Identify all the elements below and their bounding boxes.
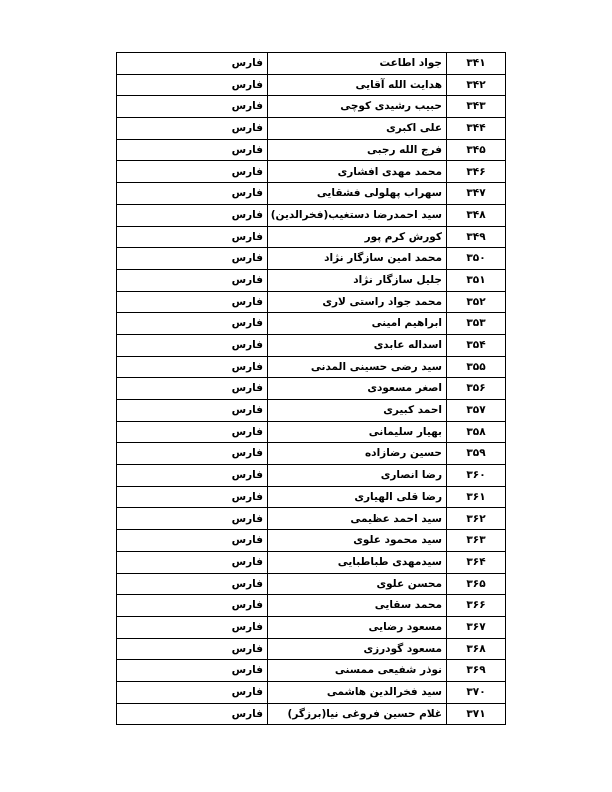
person-name: رضا انصاری xyxy=(268,465,447,487)
row-number: ۳۴۴ xyxy=(447,118,506,140)
row-number: ۳۶۰ xyxy=(447,465,506,487)
row-number: ۳۵۲ xyxy=(447,291,506,313)
province: فارس xyxy=(117,573,268,595)
table-row xyxy=(117,486,506,508)
row-number: ۳۴۲ xyxy=(447,74,506,96)
table-row xyxy=(117,183,506,205)
row-number: ۳۵۹ xyxy=(447,443,506,465)
row-number: ۳۶۶ xyxy=(447,595,506,617)
table-row xyxy=(117,118,506,140)
person-name: سید رضی حسینی المدنی xyxy=(268,356,447,378)
person-name: هدایت الله آقایی xyxy=(268,74,447,96)
person-name: کورش کرم پور xyxy=(268,226,447,248)
table-row xyxy=(117,53,506,75)
person-name: علی اکبری xyxy=(268,118,447,140)
province: فارس xyxy=(117,118,268,140)
row-number: ۳۴۵ xyxy=(447,139,506,161)
row-number: ۳۵۵ xyxy=(447,356,506,378)
row-number: ۳۶۲ xyxy=(447,508,506,530)
province: فارس xyxy=(117,226,268,248)
row-number: ۳۵۰ xyxy=(447,248,506,270)
person-name: سید محمود علوی xyxy=(268,530,447,552)
table-row xyxy=(117,356,506,378)
person-name: اسداله عابدی xyxy=(268,334,447,356)
person-name: رضا قلی الهیاری xyxy=(268,486,447,508)
table-row xyxy=(117,595,506,617)
row-number: ۳۶۱ xyxy=(447,486,506,508)
province: فارس xyxy=(117,681,268,703)
row-number: ۳۷۱ xyxy=(447,703,506,725)
row-number: ۳۵۳ xyxy=(447,313,506,335)
province: فارس xyxy=(117,421,268,443)
table-row xyxy=(117,248,506,270)
table-row xyxy=(117,161,506,183)
person-name: ابراهیم امینی xyxy=(268,313,447,335)
row-number: ۳۷۰ xyxy=(447,681,506,703)
person-name: جواد اطاعت xyxy=(268,53,447,75)
person-name: محمد مهدی افشاری xyxy=(268,161,447,183)
table-row xyxy=(117,226,506,248)
row-number: ۳۶۸ xyxy=(447,638,506,660)
province: فارس xyxy=(117,139,268,161)
table-row xyxy=(117,378,506,400)
province: فارس xyxy=(117,616,268,638)
person-name: سهراب پهلولی فشقایی xyxy=(268,183,447,205)
table-row xyxy=(117,465,506,487)
row-number: ۳۴۷ xyxy=(447,183,506,205)
person-name: نوذر شفیعی ممسنی xyxy=(268,660,447,682)
roster-table xyxy=(116,52,506,725)
person-name: غلام حسین فروغی نیا(برزگر) xyxy=(268,703,447,725)
table-row xyxy=(117,139,506,161)
table-row xyxy=(117,703,506,725)
province: فارس xyxy=(117,74,268,96)
table-row xyxy=(117,400,506,422)
person-name: مسعود رضایی xyxy=(268,616,447,638)
province: فارس xyxy=(117,313,268,335)
table-row xyxy=(117,508,506,530)
province: فارس xyxy=(117,443,268,465)
table-row xyxy=(117,616,506,638)
row-number: ۳۶۹ xyxy=(447,660,506,682)
person-name: محسن علوی xyxy=(268,573,447,595)
table-row xyxy=(117,269,506,291)
table-row xyxy=(117,551,506,573)
province: فارس xyxy=(117,508,268,530)
person-name: محمد جواد راستی لاری xyxy=(268,291,447,313)
row-number: ۳۶۷ xyxy=(447,616,506,638)
table-row xyxy=(117,334,506,356)
row-number: ۳۴۸ xyxy=(447,204,506,226)
province: فارس xyxy=(117,334,268,356)
person-name: بهیار سلیمانی xyxy=(268,421,447,443)
row-number: ۳۴۱ xyxy=(447,53,506,75)
table-row xyxy=(117,96,506,118)
province: فارس xyxy=(117,356,268,378)
province: فارس xyxy=(117,96,268,118)
province: فارس xyxy=(117,378,268,400)
person-name: سید احمد عظیمی xyxy=(268,508,447,530)
table-row xyxy=(117,573,506,595)
row-number: ۳۵۴ xyxy=(447,334,506,356)
person-name: حسین رضازاده xyxy=(268,443,447,465)
person-name: محمد سقایی xyxy=(268,595,447,617)
table-row xyxy=(117,443,506,465)
province: فارس xyxy=(117,291,268,313)
province: فارس xyxy=(117,638,268,660)
province: فارس xyxy=(117,183,268,205)
province: فارس xyxy=(117,204,268,226)
row-number: ۳۴۳ xyxy=(447,96,506,118)
table-row xyxy=(117,74,506,96)
person-name: محمد امین سازگار نژاد xyxy=(268,248,447,270)
province: فارس xyxy=(117,551,268,573)
province: فارس xyxy=(117,53,268,75)
province: فارس xyxy=(117,400,268,422)
person-name: سیدمهدی طباطبایی xyxy=(268,551,447,573)
row-number: ۳۵۶ xyxy=(447,378,506,400)
row-number: ۳۴۹ xyxy=(447,226,506,248)
table-row xyxy=(117,530,506,552)
province: فارس xyxy=(117,248,268,270)
row-number: ۳۴۶ xyxy=(447,161,506,183)
table-row xyxy=(117,313,506,335)
row-number: ۳۵۷ xyxy=(447,400,506,422)
roster-body xyxy=(117,53,506,725)
row-number: ۳۶۳ xyxy=(447,530,506,552)
table-row xyxy=(117,421,506,443)
row-number: ۳۶۴ xyxy=(447,551,506,573)
table-row xyxy=(117,291,506,313)
person-name: جلیل سازگار نژاد xyxy=(268,269,447,291)
row-number: ۳۵۸ xyxy=(447,421,506,443)
person-name: حبیب رشیدی کوچی xyxy=(268,96,447,118)
province: فارس xyxy=(117,703,268,725)
province: فارس xyxy=(117,465,268,487)
province: فارس xyxy=(117,660,268,682)
person-name: سید احمدرضا دستغیب(فخرالدین) xyxy=(268,204,447,226)
table-row xyxy=(117,204,506,226)
table-row xyxy=(117,660,506,682)
person-name: فرج الله رجبی xyxy=(268,139,447,161)
province: فارس xyxy=(117,486,268,508)
province: فارس xyxy=(117,530,268,552)
province: فارس xyxy=(117,269,268,291)
person-name: اصغر مسعودی xyxy=(268,378,447,400)
person-name: مسعود گودرزی xyxy=(268,638,447,660)
row-number: ۳۶۵ xyxy=(447,573,506,595)
person-name: سید فخرالدین هاشمی xyxy=(268,681,447,703)
province: فارس xyxy=(117,161,268,183)
row-number: ۳۵۱ xyxy=(447,269,506,291)
table-row xyxy=(117,638,506,660)
table-row xyxy=(117,681,506,703)
province: فارس xyxy=(117,595,268,617)
person-name: احمد کبیری xyxy=(268,400,447,422)
